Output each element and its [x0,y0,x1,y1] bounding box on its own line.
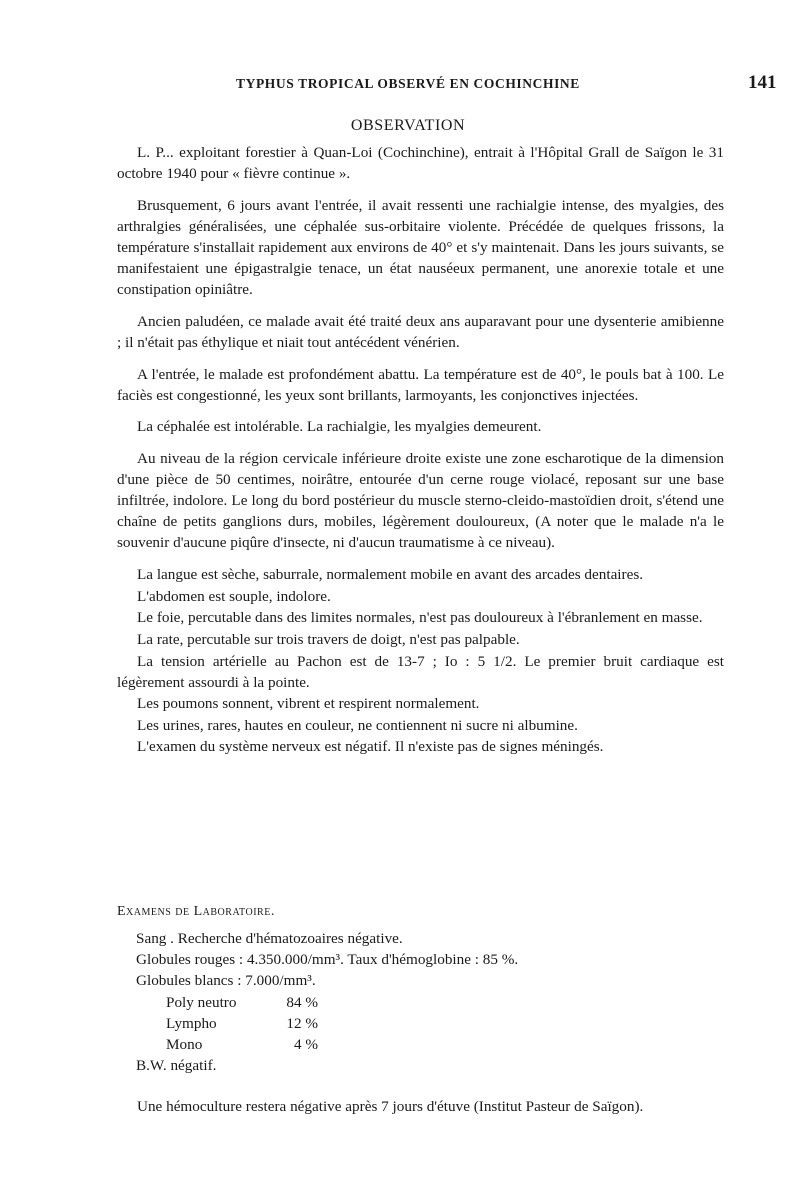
formula-value: 12 % [286,1014,318,1032]
globules-blancs-line: Globules blancs : 7.000/mm³. [136,972,316,990]
paragraph: L'examen du système nerveux est négatif. Il n'existe pas de signes méningés. [137,738,604,756]
lab-heading: Examens de Laboratoire. [117,904,275,919]
paragraph: La rate, percutable sur trois travers de doigt, n'est pas palpable. [137,630,520,648]
formula-row [166,1034,518,1055]
lab-results [136,928,518,1076]
globules-rouges-line: Globules rouges : 4.350.000/mm³. Taux d'hémoglobine : 85 %. [136,951,519,969]
observation-body [117,142,724,758]
paragraph: A l'entrée, le malade est profondément abattu. La température est de 40°, le pouls bat à 100. Le faciès est congestionné, les yeux sont brillants, larmoyants, les conjonctives injectées. [117,365,724,404]
formula-value: 84 % [286,993,318,1011]
formula-row [166,992,518,1013]
paragraph: Les poumons sonnent, vibrent et respirent normalement. [137,695,480,713]
paragraph: La céphalée est intolérable. La rachialgie, les myalgies demeurent. [137,418,542,436]
sang-line: Sang . Recherche d'hématozoaires négative. [136,930,403,947]
paragraph: Ancien paludéen, ce malade avait été traité deux ans auparavant pour une dysenterie amibienne ; il n'était pas éthylique et niait tout antécédent vénérien. [117,312,724,351]
paragraph: La langue est sèche, saburrale, normalement mobile en avant des arcades dentaires. [137,566,644,584]
paragraph: Au niveau de la région cervicale inférieure droite existe une zone escharotique de la dimension d'une pièce de 50 centimes, noirâtre, entourée d'un cerne rouge violacé, reposant sur une base infiltrée, indolore. Le long du bord postérieur du muscle sterno-cleido-mastoïdien droit, s'étend une chaîne de petits ganglions durs, mobiles, légèrement douloureux, (A noter que le malade n'a le souvenir d'aucune piqûre d'insecte, ni d'aucun traumatisme à ce niveau). [117,450,724,552]
paragraph: L. P... exploitant forestier à Quan-Loi (Cochinchine), entrait à l'Hôpital Grall de Saïgon le 31 octobre 1940 pour « fièvre continue ». [117,144,724,183]
formula-label: Lympho [166,1014,217,1032]
paragraph: La tension artérielle au Pachon est de 13-7 ; Io : 5 1/2. Le premier bruit cardiaque est légèrement assourdi à la pointe. [117,652,724,691]
running-title: TYPHUS TROPICAL OBSERVÉ EN COCHINCHINE [236,76,580,91]
formula-label: Poly neutro [166,993,237,1011]
observation-title: OBSERVATION [350,117,466,134]
paragraph: Une hémoculture restera négative après 7 jours d'étuve (Institut Pasteur de Saïgon). [137,1098,644,1115]
conclusion [117,1096,724,1117]
page-number: 141 [748,72,777,93]
formula-label: Mono [166,1036,203,1054]
formula-row [166,1013,518,1034]
paragraph: Les urines, rares, hautes en couleur, ne contiennent ni sucre ni albumine. [137,716,578,734]
paragraph: L'abdomen est souple, indolore. [137,587,331,605]
formula-value: 4 % [293,1036,318,1054]
paragraph: Brusquement, 6 jours avant l'entrée, il avait ressenti une rachialgie intense, des myalgies, des arthralgies généralisées, une céphalée sus-orbitaire violente. Précédée de quelques frissons, la température s'installait rapidement aux environs de 40° et s'y maintenait. Dans les jours suivants, se manifestaient une épigastralgie tenace, un état nauséeux permanent, une anorexie totale et une constipation opiniâtre. [117,196,724,299]
paragraph: Le foie, percutable dans des limites normales, n'est pas douloureux à l'ébranlement en masse. [137,609,703,627]
bw-line: B.W. négatif. [136,1057,217,1075]
